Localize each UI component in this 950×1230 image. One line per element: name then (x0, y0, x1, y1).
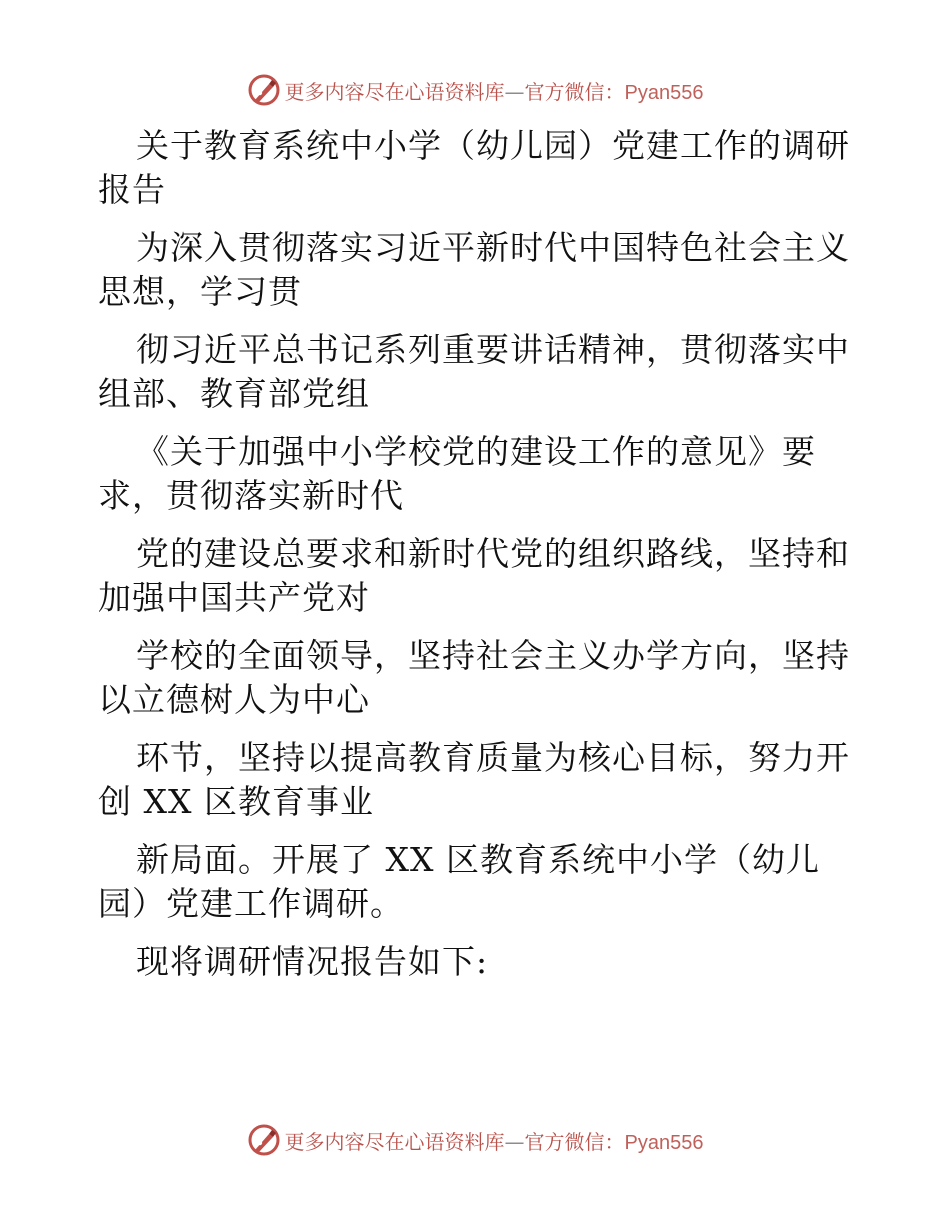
watermark-contact-label: 官方微信： (524, 79, 625, 104)
doc-line-9: 党的建设总要求和新时代党的组织路线，坚持和 (136, 534, 850, 573)
doc-line-3: 为深入贯彻落实习近平新时代中国特色社会主义 (136, 228, 850, 267)
watermark-main-text: 更多内容尽在心语资料库 (284, 1129, 505, 1154)
pen-logo-icon (247, 1123, 281, 1157)
doc-line-15: 新局面。开展了 XX 区教育系统中小学（幼儿 (136, 840, 820, 879)
doc-line-10: 加强中国共产党对 (98, 578, 370, 617)
footer-watermark (0, 1120, 950, 1160)
document-body (98, 124, 858, 984)
doc-line-13: 环节，坚持以提高教育质量为核心目标，努力开 (136, 738, 850, 777)
watermark-contact-id: Pyan556 (624, 1131, 704, 1154)
doc-line-2: 报告 (98, 170, 166, 209)
doc-line-1: 关于教育系统中小学（幼儿园）党建工作的调研 (136, 126, 850, 165)
pen-logo-icon (247, 73, 281, 107)
watermark-text (285, 1126, 704, 1155)
doc-line-7: 《关于加强中小学校党的建设工作的意见》要 (136, 432, 816, 471)
doc-line-16: 园）党建工作调研。 (98, 884, 404, 923)
doc-line-14: 创 XX 区教育事业 (98, 782, 374, 821)
doc-line-6: 组部、教育部党组 (98, 374, 370, 413)
doc-line-5: 彻习近平总书记系列重要讲话精神，贯彻落实中 (136, 330, 850, 369)
doc-line-11: 学校的全面领导，坚持社会主义办学方向，坚持 (136, 636, 850, 675)
doc-line-12: 以立德树人为中心 (98, 680, 370, 719)
watermark-text (285, 76, 704, 105)
watermark-contact-id: Pyan556 (624, 81, 704, 104)
doc-line-17: 现将调研情况报告如下: (136, 942, 489, 981)
doc-line-8: 求，贯彻落实新时代 (98, 476, 404, 515)
watermark-separator: — (504, 79, 525, 104)
watermark-contact-label: 官方微信： (524, 1129, 625, 1154)
doc-line-4: 思想，学习贯 (98, 272, 302, 311)
header-watermark (0, 70, 950, 110)
watermark-separator: — (504, 1129, 525, 1154)
watermark-main-text: 更多内容尽在心语资料库 (284, 79, 505, 104)
